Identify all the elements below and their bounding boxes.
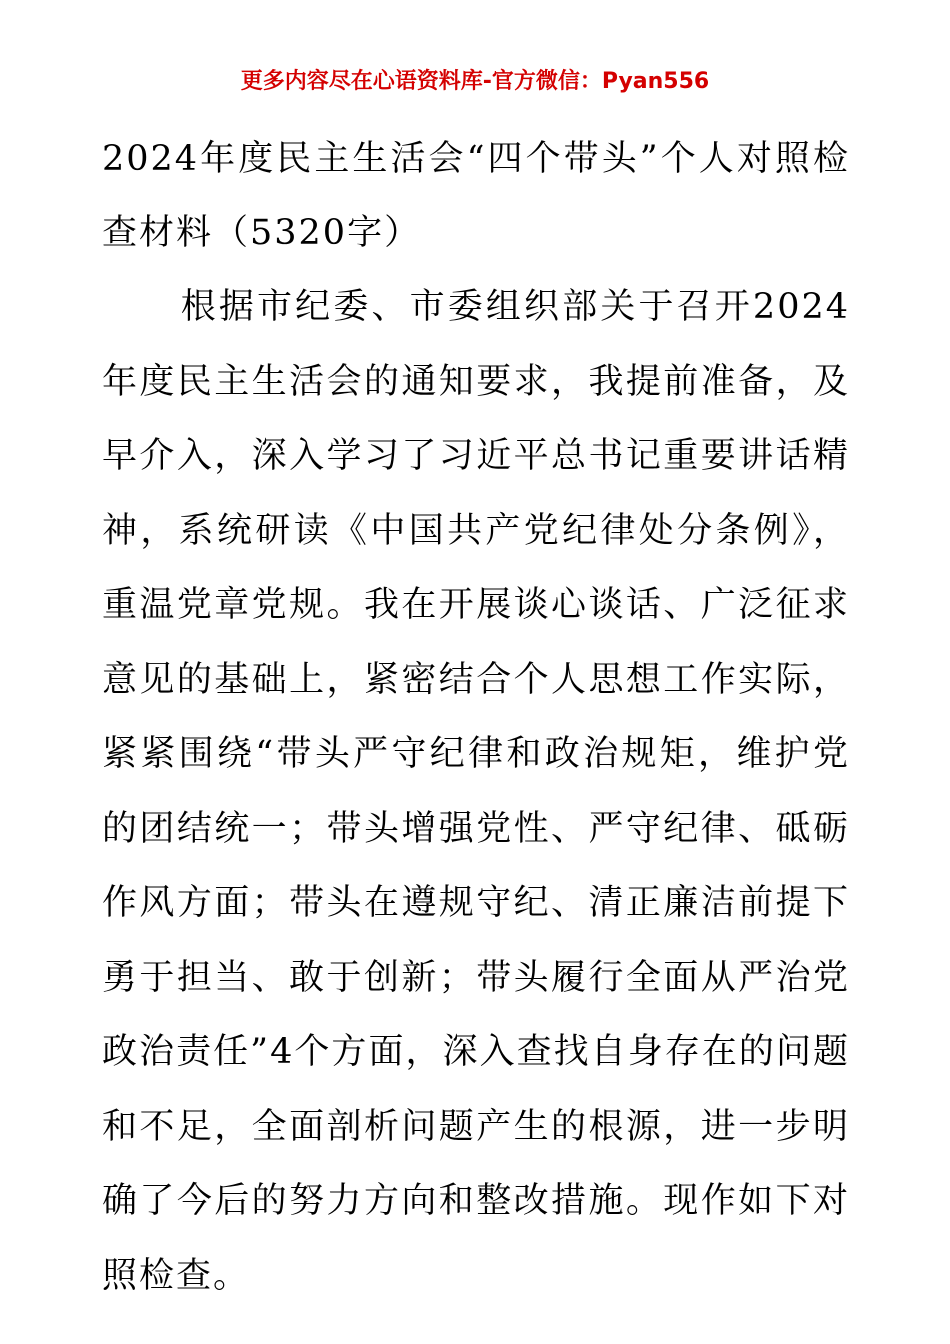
document-title: 2024年度民主生活会“四个带头”个人对照检查材料（5320字） — [102, 139, 850, 253]
body-paragraph: 根据市纪委、市委组织部关于召开2024年度民主生活会的通知要求，我提前准备，及早介入，深入学习了习近平总书记重要讲话精神，系统研读《中国共产党纪律处分条例》，重温党章党规。我在开展谈心谈话、广泛征求意见的基础上，紧密结合个人思想工作实际，紧紧围绕“带头严守纪律和政治规矩，维护党的团结统一；带头增强党性、严守纪律、砥砺作风方面；带头在遵规守纪、清正廉洁前提下勇于担当、敢于创新；带头履行全面从严治党政治责任”4个方面，深入查找自身存在的问题和不足，全面剖析问题产生的根源，进一步明确了今后的努力方向和整改措施。现作如下对照检查。 — [102, 287, 850, 1296]
document-content — [102, 122, 850, 1313]
header-banner: 更多内容尽在心语资料库-官方微信：Pyan556 — [240, 69, 710, 94]
